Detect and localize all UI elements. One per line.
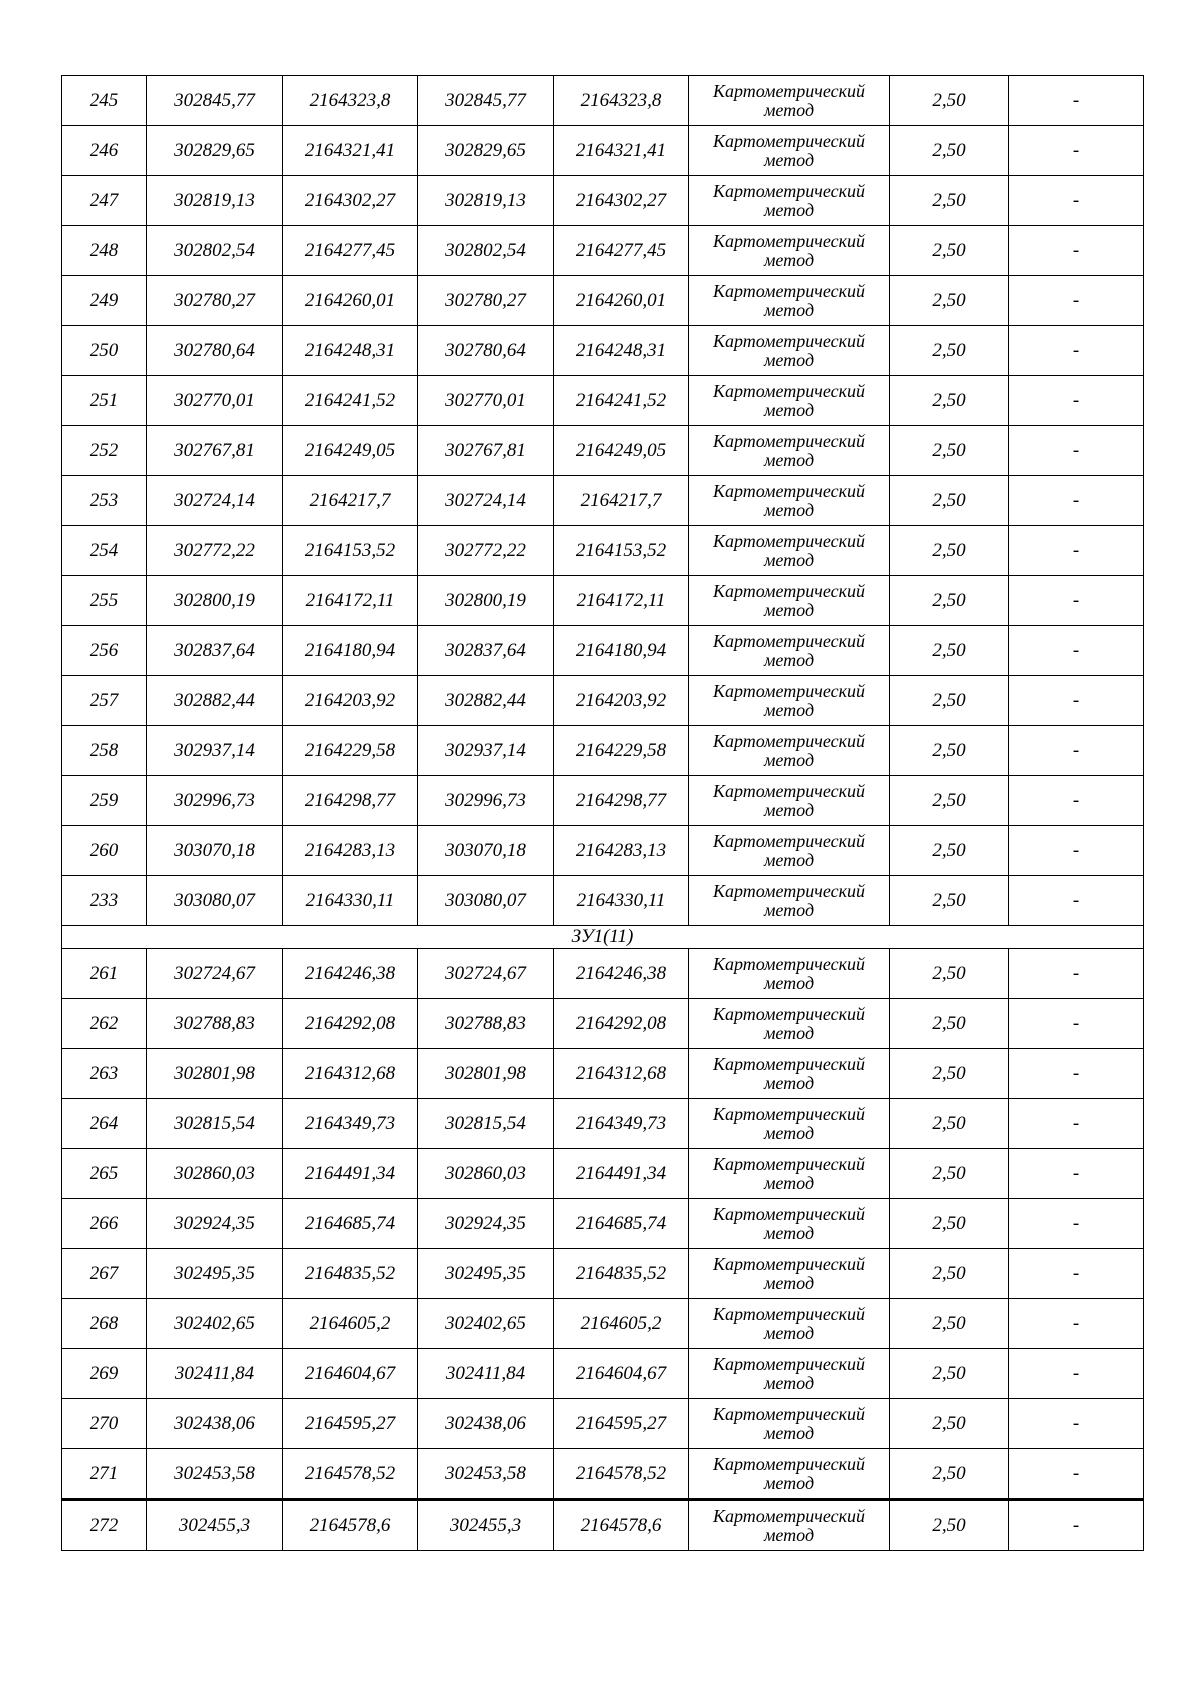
table-row bbox=[62, 126, 1144, 176]
method-cell: Картометрический метод bbox=[689, 676, 890, 726]
point-number-cell: 245 bbox=[62, 76, 147, 126]
precision-cell: 2,50 bbox=[890, 826, 1009, 876]
new-y-cell: 2164249,05 bbox=[554, 426, 689, 476]
table-row bbox=[62, 576, 1144, 626]
new-x-cell: 302767,81 bbox=[418, 426, 554, 476]
new-y-cell: 2164180,94 bbox=[554, 626, 689, 676]
new-x-cell: 302829,65 bbox=[418, 126, 554, 176]
method-cell: Картометрический метод bbox=[689, 876, 890, 926]
existing-x-cell: 302860,03 bbox=[147, 1149, 283, 1199]
point-number-cell: 268 bbox=[62, 1299, 147, 1349]
note-cell: - bbox=[1009, 676, 1144, 726]
method-cell: Картометрический метод bbox=[689, 376, 890, 426]
existing-y-cell: 2164292,08 bbox=[283, 999, 418, 1049]
note-cell: - bbox=[1009, 1299, 1144, 1349]
new-y-cell: 2164685,74 bbox=[554, 1199, 689, 1249]
new-x-cell: 302819,13 bbox=[418, 176, 554, 226]
precision-cell: 2,50 bbox=[890, 1049, 1009, 1099]
table-row bbox=[62, 826, 1144, 876]
point-number-cell: 272 bbox=[62, 1500, 147, 1551]
existing-y-cell: 2164323,8 bbox=[283, 76, 418, 126]
note-cell: - bbox=[1009, 1199, 1144, 1249]
point-number-cell: 267 bbox=[62, 1249, 147, 1299]
note-cell: - bbox=[1009, 76, 1144, 126]
existing-y-cell: 2164349,73 bbox=[283, 1099, 418, 1149]
new-x-cell: 302937,14 bbox=[418, 726, 554, 776]
precision-cell: 2,50 bbox=[890, 326, 1009, 376]
point-number-cell: 255 bbox=[62, 576, 147, 626]
new-y-cell: 2164203,92 bbox=[554, 676, 689, 726]
point-number-cell: 271 bbox=[62, 1449, 147, 1500]
new-x-cell: 302453,58 bbox=[418, 1449, 554, 1500]
new-y-cell: 2164312,68 bbox=[554, 1049, 689, 1099]
existing-y-cell: 2164277,45 bbox=[283, 226, 418, 276]
point-number-cell: 251 bbox=[62, 376, 147, 426]
note-cell: - bbox=[1009, 1049, 1144, 1099]
method-cell: Картометрический метод bbox=[689, 326, 890, 376]
new-x-cell: 302996,73 bbox=[418, 776, 554, 826]
new-x-cell: 303080,07 bbox=[418, 876, 554, 926]
precision-cell: 2,50 bbox=[890, 1249, 1009, 1299]
existing-x-cell: 302819,13 bbox=[147, 176, 283, 226]
note-cell: - bbox=[1009, 1249, 1144, 1299]
new-x-cell: 302411,84 bbox=[418, 1349, 554, 1399]
point-number-cell: 269 bbox=[62, 1349, 147, 1399]
existing-x-cell: 302996,73 bbox=[147, 776, 283, 826]
precision-cell: 2,50 bbox=[890, 426, 1009, 476]
new-x-cell: 302724,67 bbox=[418, 949, 554, 999]
precision-cell: 2,50 bbox=[890, 876, 1009, 926]
method-cell: Картометрический метод bbox=[689, 949, 890, 999]
precision-cell: 2,50 bbox=[890, 999, 1009, 1049]
table-row bbox=[62, 1149, 1144, 1199]
table-row bbox=[62, 1500, 1144, 1551]
note-cell: - bbox=[1009, 626, 1144, 676]
new-y-cell: 2164217,7 bbox=[554, 476, 689, 526]
method-cell: Картометрический метод bbox=[689, 526, 890, 576]
note-cell: - bbox=[1009, 826, 1144, 876]
point-number-cell: 258 bbox=[62, 726, 147, 776]
existing-y-cell: 2164491,34 bbox=[283, 1149, 418, 1199]
precision-cell: 2,50 bbox=[890, 226, 1009, 276]
new-x-cell: 302402,65 bbox=[418, 1299, 554, 1349]
table-row bbox=[62, 949, 1144, 999]
point-number-cell: 248 bbox=[62, 226, 147, 276]
precision-cell: 2,50 bbox=[890, 1349, 1009, 1399]
existing-y-cell: 2164283,13 bbox=[283, 826, 418, 876]
table-row bbox=[62, 476, 1144, 526]
table-row bbox=[62, 1099, 1144, 1149]
existing-x-cell: 302453,58 bbox=[147, 1449, 283, 1500]
precision-cell: 2,50 bbox=[890, 376, 1009, 426]
table-row bbox=[62, 1199, 1144, 1249]
new-x-cell: 302924,35 bbox=[418, 1199, 554, 1249]
existing-y-cell: 2164241,52 bbox=[283, 376, 418, 426]
section-header-row bbox=[62, 926, 1144, 949]
new-y-cell: 2164595,27 bbox=[554, 1399, 689, 1449]
existing-y-cell: 2164302,27 bbox=[283, 176, 418, 226]
point-number-cell: 266 bbox=[62, 1199, 147, 1249]
precision-cell: 2,50 bbox=[890, 1149, 1009, 1199]
new-x-cell: 302455,3 bbox=[418, 1500, 554, 1551]
existing-x-cell: 302937,14 bbox=[147, 726, 283, 776]
method-cell: Картометрический метод bbox=[689, 1199, 890, 1249]
note-cell: - bbox=[1009, 176, 1144, 226]
note-cell: - bbox=[1009, 1449, 1144, 1500]
new-x-cell: 302780,64 bbox=[418, 326, 554, 376]
existing-y-cell: 2164180,94 bbox=[283, 626, 418, 676]
point-number-cell: 246 bbox=[62, 126, 147, 176]
table-row bbox=[62, 676, 1144, 726]
new-y-cell: 2164302,27 bbox=[554, 176, 689, 226]
table-row bbox=[62, 376, 1144, 426]
method-cell: Картометрический метод bbox=[689, 1449, 890, 1500]
new-y-cell: 2164277,45 bbox=[554, 226, 689, 276]
new-y-cell: 2164349,73 bbox=[554, 1099, 689, 1149]
new-y-cell: 2164248,31 bbox=[554, 326, 689, 376]
existing-x-cell: 302845,77 bbox=[147, 76, 283, 126]
existing-x-cell: 302829,65 bbox=[147, 126, 283, 176]
existing-x-cell: 302402,65 bbox=[147, 1299, 283, 1349]
new-x-cell: 302772,22 bbox=[418, 526, 554, 576]
new-y-cell: 2164323,8 bbox=[554, 76, 689, 126]
new-y-cell: 2164578,52 bbox=[554, 1449, 689, 1500]
point-number-cell: 270 bbox=[62, 1399, 147, 1449]
precision-cell: 2,50 bbox=[890, 1199, 1009, 1249]
point-number-cell: 264 bbox=[62, 1099, 147, 1149]
precision-cell: 2,50 bbox=[890, 1449, 1009, 1500]
existing-x-cell: 302882,44 bbox=[147, 676, 283, 726]
method-cell: Картометрический метод bbox=[689, 476, 890, 526]
table-row bbox=[62, 626, 1144, 676]
table-row bbox=[62, 999, 1144, 1049]
method-cell: Картометрический метод bbox=[689, 999, 890, 1049]
table-row bbox=[62, 326, 1144, 376]
existing-y-cell: 2164578,6 bbox=[283, 1500, 418, 1551]
point-number-cell: 250 bbox=[62, 326, 147, 376]
note-cell: - bbox=[1009, 226, 1144, 276]
note-cell: - bbox=[1009, 776, 1144, 826]
new-x-cell: 302800,19 bbox=[418, 576, 554, 626]
new-x-cell: 302837,64 bbox=[418, 626, 554, 676]
new-y-cell: 2164578,6 bbox=[554, 1500, 689, 1551]
note-cell: - bbox=[1009, 576, 1144, 626]
method-cell: Картометрический метод bbox=[689, 776, 890, 826]
existing-x-cell: 302780,27 bbox=[147, 276, 283, 326]
new-x-cell: 302815,54 bbox=[418, 1099, 554, 1149]
table-row bbox=[62, 876, 1144, 926]
precision-cell: 2,50 bbox=[890, 1399, 1009, 1449]
note-cell: - bbox=[1009, 1149, 1144, 1199]
existing-y-cell: 2164203,92 bbox=[283, 676, 418, 726]
new-x-cell: 302788,83 bbox=[418, 999, 554, 1049]
precision-cell: 2,50 bbox=[890, 1299, 1009, 1349]
table-row bbox=[62, 226, 1144, 276]
note-cell: - bbox=[1009, 1399, 1144, 1449]
new-y-cell: 2164283,13 bbox=[554, 826, 689, 876]
new-y-cell: 2164491,34 bbox=[554, 1149, 689, 1199]
precision-cell: 2,50 bbox=[890, 1500, 1009, 1551]
existing-x-cell: 302438,06 bbox=[147, 1399, 283, 1449]
table-row bbox=[62, 1449, 1144, 1500]
existing-y-cell: 2164835,52 bbox=[283, 1249, 418, 1299]
point-number-cell: 260 bbox=[62, 826, 147, 876]
existing-y-cell: 2164578,52 bbox=[283, 1449, 418, 1500]
precision-cell: 2,50 bbox=[890, 276, 1009, 326]
point-number-cell: 262 bbox=[62, 999, 147, 1049]
new-y-cell: 2164260,01 bbox=[554, 276, 689, 326]
point-number-cell: 261 bbox=[62, 949, 147, 999]
precision-cell: 2,50 bbox=[890, 676, 1009, 726]
new-y-cell: 2164153,52 bbox=[554, 526, 689, 576]
precision-cell: 2,50 bbox=[890, 1099, 1009, 1149]
new-y-cell: 2164229,58 bbox=[554, 726, 689, 776]
existing-y-cell: 2164217,7 bbox=[283, 476, 418, 526]
new-y-cell: 2164835,52 bbox=[554, 1249, 689, 1299]
precision-cell: 2,50 bbox=[890, 949, 1009, 999]
new-x-cell: 302802,54 bbox=[418, 226, 554, 276]
existing-x-cell: 302495,35 bbox=[147, 1249, 283, 1299]
note-cell: - bbox=[1009, 1500, 1144, 1551]
existing-x-cell: 302767,81 bbox=[147, 426, 283, 476]
new-y-cell: 2164605,2 bbox=[554, 1299, 689, 1349]
new-y-cell: 2164292,08 bbox=[554, 999, 689, 1049]
note-cell: - bbox=[1009, 426, 1144, 476]
new-x-cell: 302780,27 bbox=[418, 276, 554, 326]
existing-x-cell: 302837,64 bbox=[147, 626, 283, 676]
table-row bbox=[62, 1299, 1144, 1349]
table-row bbox=[62, 76, 1144, 126]
note-cell: - bbox=[1009, 326, 1144, 376]
existing-x-cell: 302788,83 bbox=[147, 999, 283, 1049]
new-x-cell: 302860,03 bbox=[418, 1149, 554, 1199]
existing-x-cell: 302724,67 bbox=[147, 949, 283, 999]
existing-x-cell: 302800,19 bbox=[147, 576, 283, 626]
method-cell: Картометрический метод bbox=[689, 826, 890, 876]
method-cell: Картометрический метод bbox=[689, 426, 890, 476]
method-cell: Картометрический метод bbox=[689, 1249, 890, 1299]
method-cell: Картометрический метод bbox=[689, 626, 890, 676]
note-cell: - bbox=[1009, 726, 1144, 776]
point-number-cell: 233 bbox=[62, 876, 147, 926]
point-number-cell: 253 bbox=[62, 476, 147, 526]
new-x-cell: 302495,35 bbox=[418, 1249, 554, 1299]
new-x-cell: 303070,18 bbox=[418, 826, 554, 876]
existing-y-cell: 2164604,67 bbox=[283, 1349, 418, 1399]
existing-y-cell: 2164685,74 bbox=[283, 1199, 418, 1249]
note-cell: - bbox=[1009, 526, 1144, 576]
method-cell: Картометрический метод bbox=[689, 1049, 890, 1099]
existing-y-cell: 2164249,05 bbox=[283, 426, 418, 476]
new-y-cell: 2164172,11 bbox=[554, 576, 689, 626]
point-number-cell: 256 bbox=[62, 626, 147, 676]
existing-y-cell: 2164330,11 bbox=[283, 876, 418, 926]
method-cell: Картометрический метод bbox=[689, 726, 890, 776]
precision-cell: 2,50 bbox=[890, 626, 1009, 676]
new-y-cell: 2164298,77 bbox=[554, 776, 689, 826]
point-number-cell: 254 bbox=[62, 526, 147, 576]
new-x-cell: 302724,14 bbox=[418, 476, 554, 526]
method-cell: Картометрический метод bbox=[689, 1149, 890, 1199]
existing-x-cell: 302801,98 bbox=[147, 1049, 283, 1099]
section-title: ЗУ1(11) bbox=[62, 926, 1144, 949]
existing-y-cell: 2164595,27 bbox=[283, 1399, 418, 1449]
precision-cell: 2,50 bbox=[890, 176, 1009, 226]
new-y-cell: 2164330,11 bbox=[554, 876, 689, 926]
existing-y-cell: 2164321,41 bbox=[283, 126, 418, 176]
new-x-cell: 302801,98 bbox=[418, 1049, 554, 1099]
precision-cell: 2,50 bbox=[890, 76, 1009, 126]
new-y-cell: 2164321,41 bbox=[554, 126, 689, 176]
table-row bbox=[62, 1249, 1144, 1299]
existing-y-cell: 2164248,31 bbox=[283, 326, 418, 376]
existing-y-cell: 2164229,58 bbox=[283, 726, 418, 776]
note-cell: - bbox=[1009, 276, 1144, 326]
table-row bbox=[62, 276, 1144, 326]
coordinates-table bbox=[61, 75, 1144, 1551]
method-cell: Картометрический метод bbox=[689, 76, 890, 126]
new-x-cell: 302845,77 bbox=[418, 76, 554, 126]
new-x-cell: 302770,01 bbox=[418, 376, 554, 426]
note-cell: - bbox=[1009, 999, 1144, 1049]
point-number-cell: 265 bbox=[62, 1149, 147, 1199]
point-number-cell: 263 bbox=[62, 1049, 147, 1099]
table-row bbox=[62, 176, 1144, 226]
point-number-cell: 247 bbox=[62, 176, 147, 226]
existing-x-cell: 302815,54 bbox=[147, 1099, 283, 1149]
existing-y-cell: 2164246,38 bbox=[283, 949, 418, 999]
table-row bbox=[62, 1349, 1144, 1399]
existing-x-cell: 302780,64 bbox=[147, 326, 283, 376]
new-y-cell: 2164246,38 bbox=[554, 949, 689, 999]
method-cell: Картометрический метод bbox=[689, 276, 890, 326]
method-cell: Картометрический метод bbox=[689, 1399, 890, 1449]
table-row bbox=[62, 776, 1144, 826]
note-cell: - bbox=[1009, 876, 1144, 926]
table-row bbox=[62, 1399, 1144, 1449]
existing-x-cell: 302411,84 bbox=[147, 1349, 283, 1399]
existing-y-cell: 2164153,52 bbox=[283, 526, 418, 576]
existing-y-cell: 2164605,2 bbox=[283, 1299, 418, 1349]
table-row bbox=[62, 726, 1144, 776]
precision-cell: 2,50 bbox=[890, 576, 1009, 626]
precision-cell: 2,50 bbox=[890, 526, 1009, 576]
existing-y-cell: 2164260,01 bbox=[283, 276, 418, 326]
coordinates-table-body bbox=[62, 76, 1144, 1551]
note-cell: - bbox=[1009, 476, 1144, 526]
existing-y-cell: 2164172,11 bbox=[283, 576, 418, 626]
existing-x-cell: 302772,22 bbox=[147, 526, 283, 576]
note-cell: - bbox=[1009, 1099, 1144, 1149]
existing-x-cell: 303070,18 bbox=[147, 826, 283, 876]
method-cell: Картометрический метод bbox=[689, 1500, 890, 1551]
existing-y-cell: 2164298,77 bbox=[283, 776, 418, 826]
note-cell: - bbox=[1009, 376, 1144, 426]
method-cell: Картометрический метод bbox=[689, 226, 890, 276]
precision-cell: 2,50 bbox=[890, 476, 1009, 526]
existing-x-cell: 302802,54 bbox=[147, 226, 283, 276]
point-number-cell: 259 bbox=[62, 776, 147, 826]
precision-cell: 2,50 bbox=[890, 726, 1009, 776]
new-x-cell: 302438,06 bbox=[418, 1399, 554, 1449]
method-cell: Картометрический метод bbox=[689, 126, 890, 176]
existing-x-cell: 302924,35 bbox=[147, 1199, 283, 1249]
new-y-cell: 2164604,67 bbox=[554, 1349, 689, 1399]
method-cell: Картометрический метод bbox=[689, 176, 890, 226]
point-number-cell: 249 bbox=[62, 276, 147, 326]
existing-x-cell: 302724,14 bbox=[147, 476, 283, 526]
note-cell: - bbox=[1009, 126, 1144, 176]
new-x-cell: 302882,44 bbox=[418, 676, 554, 726]
point-number-cell: 252 bbox=[62, 426, 147, 476]
table-row bbox=[62, 1049, 1144, 1099]
table-row bbox=[62, 426, 1144, 476]
note-cell: - bbox=[1009, 949, 1144, 999]
note-cell: - bbox=[1009, 1349, 1144, 1399]
existing-y-cell: 2164312,68 bbox=[283, 1049, 418, 1099]
precision-cell: 2,50 bbox=[890, 126, 1009, 176]
method-cell: Картометрический метод bbox=[689, 1299, 890, 1349]
point-number-cell: 257 bbox=[62, 676, 147, 726]
coordinates-sheet bbox=[61, 75, 1143, 1551]
existing-x-cell: 303080,07 bbox=[147, 876, 283, 926]
method-cell: Картометрический метод bbox=[689, 1099, 890, 1149]
existing-x-cell: 302770,01 bbox=[147, 376, 283, 426]
table-row bbox=[62, 526, 1144, 576]
existing-x-cell: 302455,3 bbox=[147, 1500, 283, 1551]
new-y-cell: 2164241,52 bbox=[554, 376, 689, 426]
method-cell: Картометрический метод bbox=[689, 576, 890, 626]
method-cell: Картометрический метод bbox=[689, 1349, 890, 1399]
precision-cell: 2,50 bbox=[890, 776, 1009, 826]
